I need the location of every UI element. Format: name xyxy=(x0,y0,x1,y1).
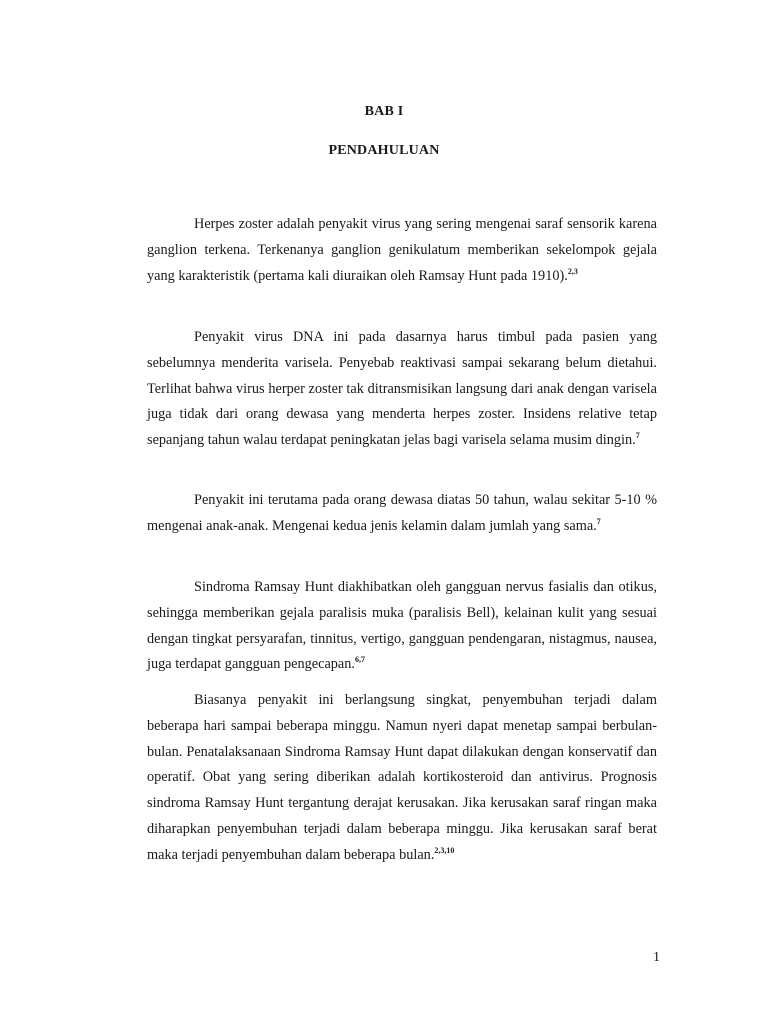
citation-reference: 6,7 xyxy=(355,655,366,665)
chapter-title: PENDAHULUAN xyxy=(328,143,440,158)
citation-reference: 2,3 xyxy=(567,266,578,276)
paragraph-text: Herpes zoster adalah penyakit virus yang sering mengenai saraf sensorik karena ganglion terkena. Terkenanya ganglion genikulatum memberikan sekelompok gejala yang karakteristik (pertama kali diuraikan oleh Ramsay Hunt pada 1910). xyxy=(147,216,657,284)
paragraph-text: Penyakit ini terutama pada orang dewasa diatas 50 tahun, walau sekitar 5-10 % mengenai anak-anak. Mengenai kedua jenis kelamin dalam jumlah yang sama. xyxy=(147,492,657,534)
citation-reference: 2,3,10 xyxy=(434,845,455,855)
citation-reference: 7 xyxy=(635,431,640,441)
paragraph-text: Biasanya penyakit ini berlangsung singkat, penyembuhan terjadi dalam beberapa hari sampai beberapa minggu. Namun nyeri dapat menetap sampai berbulan-bulan. Penatalaksanaan Sindroma Ramsay Hunt dapat dilakukan dengan konservatif dan operatif. Obat yang sering diberikan adalah kortikosteroid dan antivirus. Prognosis sindroma Ramsay Hunt tergantung derajat kerusakan. Jika kerusakan saraf ringan maka diharapkan penyembuhan terjadi dalam beberapa minggu. Jika kerusakan saraf berat maka terjadi penyembuhan dalam beberapa bulan. xyxy=(147,692,657,863)
paragraph xyxy=(147,688,657,869)
citation-reference: 7 xyxy=(596,516,601,526)
paragraph-text: Penyakit virus DNA ini pada dasarnya harus timbul pada pasien yang sebelumnya menderita varisela. Penyebab reaktivasi sampai sekarang belum dietahui. Terlihat bahwa virus herper zoster tak ditransmisikan langsung dari anak dengan varisela juga tidak dari orang dewasa yang menderta herpes zoster. Insidens relative tetap sepanjang tahun walau terdapat peningkatan jelas bagi varisela selama musim dingin. xyxy=(147,329,657,449)
paragraph xyxy=(147,212,657,289)
paragraph xyxy=(147,325,657,454)
page-number: 1 xyxy=(653,950,660,965)
chapter-heading: BAB I xyxy=(364,104,404,119)
paragraph-text: Sindroma Ramsay Hunt diakhibatkan oleh gangguan nervus fasialis dan otikus, sehingga memberikan gejala paralisis muka (paralisis Bell), kelainan kulit yang sesuai dengan tingkat persyarafan, tinnitus, vertigo, gangguan pendengaran, nistagmus, nausea, juga terdapat gangguan pengecapan. xyxy=(147,579,657,673)
paragraph xyxy=(147,488,657,540)
paragraph xyxy=(147,575,657,678)
